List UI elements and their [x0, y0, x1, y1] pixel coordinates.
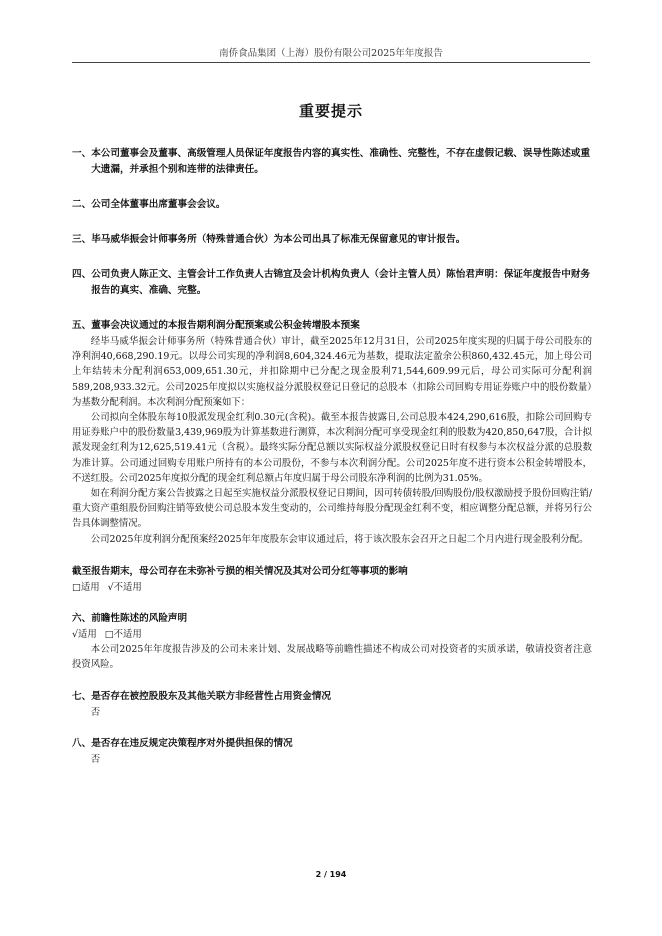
- section-number: 一、: [72, 148, 92, 159]
- section-5: [72, 318, 592, 547]
- section-answer: 否: [90, 706, 101, 718]
- option-not-applicable: □不适用: [104, 629, 142, 641]
- section-heading: 董事会决议通过的本报告期利润分配预案或公积金转增股本预案: [91, 320, 360, 331]
- section-number: 二、: [72, 199, 92, 210]
- section-number: 八、: [72, 737, 92, 749]
- section-heading: 前瞻性陈述的风险声明: [91, 613, 188, 625]
- section-number: 七、: [72, 690, 92, 702]
- header-divider: [72, 62, 590, 63]
- page-number: 2 / 194: [315, 870, 347, 879]
- section-1: [72, 146, 592, 178]
- section-heading: 本公司董事会及董事、高级管理人员保证年度报告内容的真实性、准确性、完整性，不存在虚假记载、误导性陈述或重大遗漏，并承担个别和连带的法律责任。: [91, 148, 591, 175]
- section-answer: 否: [90, 753, 101, 765]
- profit-distribution-paragraph-3: 如在利润分配方案公告披露之日起至实施权益分派股权登记日期间，因可转债转股/回购股份/股权激励授予股份回购注销/重大资产重组股份回购注销等致使公司总股本发生变动的，公司维持每股分配现金红利不变，相应调整分配总额，并将另行公告具体调整情况。: [72, 488, 592, 530]
- section-8: [72, 736, 592, 767]
- section-heading: 公司负责人陈正文、主管会计工作负责人古锦宜及会计机构负责人（会计主管人员）陈怡君声明：保证年度报告中财务报告的真实、准确、完整。: [91, 269, 591, 296]
- document-body: [72, 146, 592, 767]
- section-3: [72, 232, 592, 248]
- page-header: 南侨食品集团（上海）股份有限公司2025年年度报告: [219, 48, 443, 59]
- section-2: [72, 197, 592, 213]
- applicability-options: [72, 627, 592, 642]
- risk-statement-paragraph: 本公司2025年年度报告涉及的公司未来计划、发展战略等前瞻性描述不构成公司对投资者的实质承诺，敬请投资者注意投资风险。: [72, 644, 592, 671]
- option-applicable: □适用: [72, 581, 100, 593]
- section-uncovered-loss: [72, 564, 592, 595]
- option-not-applicable: √不适用: [107, 581, 142, 593]
- section-number: 六、: [72, 613, 92, 625]
- applicability-options: [72, 580, 592, 595]
- section-number: 五、: [72, 320, 92, 331]
- section-number: 四、: [72, 269, 92, 280]
- section-heading: 是否存在违反规定决策程序对外提供担保的情况: [91, 737, 293, 749]
- document-title: 重要提示: [298, 102, 363, 120]
- profit-distribution-paragraph-4: 公司2025年度利润分配预案经2025年年度股东会审议通过后，将于该次股东会召开之日起二个月内进行现金股利分配。: [90, 533, 589, 545]
- section-number: 三、: [72, 234, 92, 245]
- section-4: [72, 267, 592, 299]
- section-heading: 是否存在被控股股东及其他关联方非经营性占用资金情况: [91, 690, 332, 702]
- profit-distribution-paragraph-1: 经毕马威华振会计师事务所（特殊普通合伙）审计，截至2025年12月31日，公司2025年度实现的归属于母公司股东的净利润40,668,290.19元。以母公司实现的净利润8,604,324.46元为基数，提取法定盈余公积860,432.45元，加上母公司上年结转未分配利润653,009,651.30元，并扣除期中已分配之现金股利71,544,609.99元后，母公司实际可分配利润589,208,933.32元。公司2025年度拟以实施权益分派股权登记日登记的总股本（扣除公司回购专用证券账户中的股份数量）为基数分配利润。本次利润分配预案如下：: [72, 336, 592, 408]
- section-heading: 毕马威华振会计师事务所（特殊普通合伙）为本公司出具了标准无保留意见的审计报告。: [91, 234, 466, 245]
- section-heading: 公司全体董事出席董事会会议。: [91, 199, 226, 210]
- section-6: [72, 611, 592, 673]
- profit-distribution-paragraph-2: 公司拟向全体股东每10股派发现金红利0.30元(含税)。截至本报告披露日,公司总股本424,290,616股，扣除公司回购专用证券账户中的股份数量3,439,969股为计算基数进行测算，本次利润分配可享受现金红利的股数为420,850,647股，合计拟派发现金红利为12,625,519.41元（含税）。最终实际分配总额以实际权益分派股权登记日时有权参与本次权益分派的总股数为准计算。公司通过回购专用账户所持有的本公司股份，不参与本次利润分配。公司2025年度不进行资本公积金转增股本，不送红股。公司2025年度拟分配的现金红利总额占年度归属于母公司股东净利润的比例为31.05%。: [72, 412, 592, 484]
- section-heading: 截至报告期末，母公司存在未弥补亏损的相关情况及其对公司分红等事项的影响: [72, 565, 408, 577]
- section-7: [72, 689, 592, 720]
- option-applicable: √适用: [72, 629, 97, 641]
